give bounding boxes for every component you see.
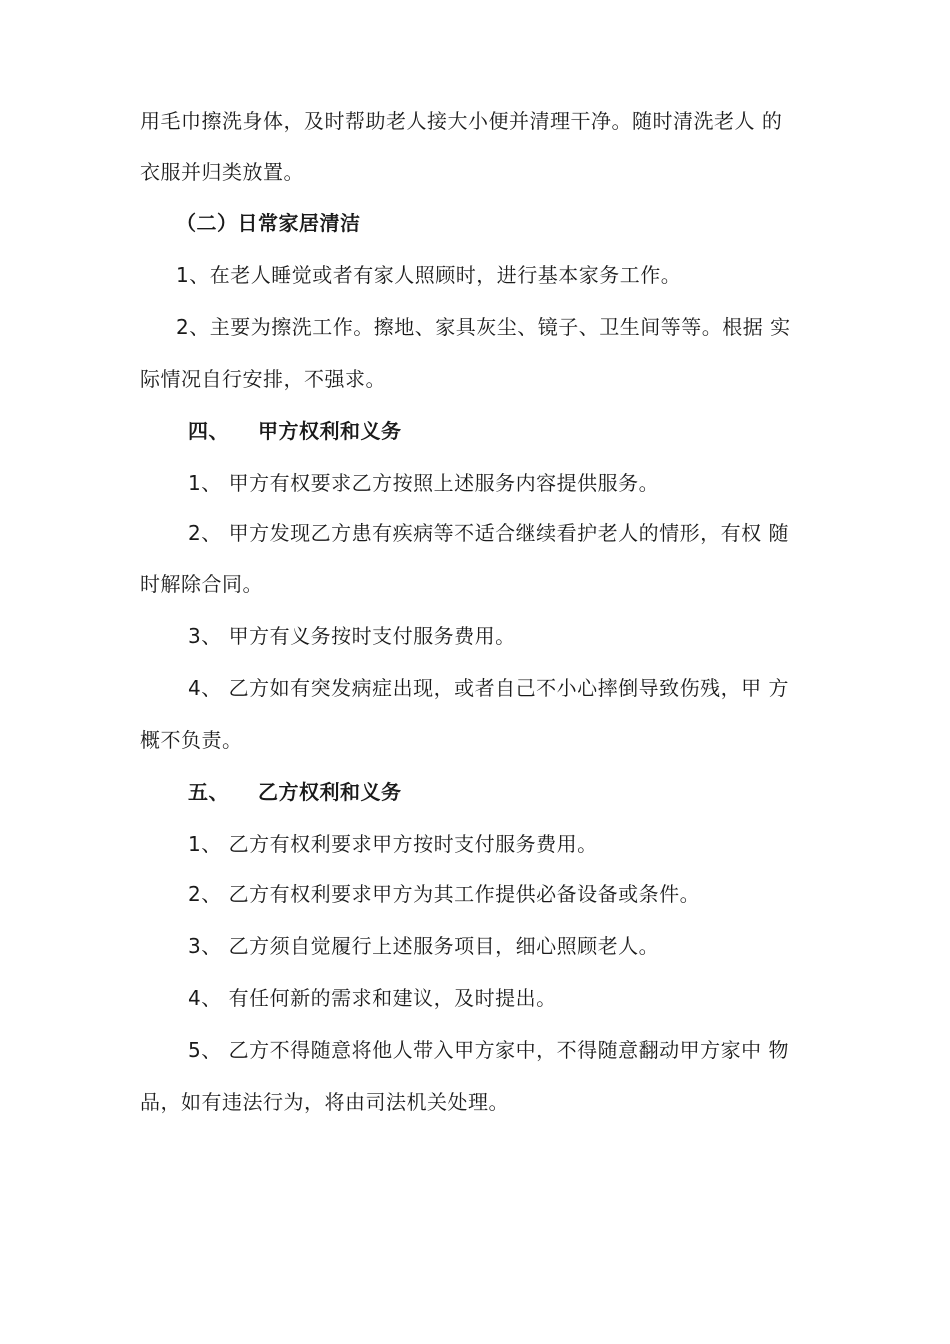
list-item: 3、 甲方有义务按时支付服务费用。 [188,624,516,648]
list-item: 4、 有任何新的需求和建议，及时提出。 [188,986,557,1010]
list-item-continuation: 时解除合同。 [140,572,263,596]
list-item: 5、 乙方不得随意将他人带入甲方家中，不得随意翻动甲方家中 物 [188,1038,789,1062]
list-item: 1、 乙方有权利要求甲方按时支付服务费用。 [188,832,598,856]
sub-heading: （二）日常家居清洁 [176,211,361,235]
list-item: 2、主要为擦洗工作。擦地、家具灰尘、镜子、卫生间等等。根据 实 [176,315,791,339]
list-item-continuation: 概不负责。 [140,728,243,752]
list-item: 4、 乙方如有突发病症出现，或者自己不小心摔倒导致伤残，甲 方 [188,676,789,700]
section-title: 乙方权利和义务 [258,780,402,804]
paragraph-line: 衣服并归类放置。 [140,160,304,184]
list-item: 2、 乙方有权利要求甲方为其工作提供必备设备或条件。 [188,882,701,906]
list-item: 3、 乙方须自觉履行上述服务项目，细心照顾老人。 [188,934,660,958]
section-title: 甲方权利和义务 [258,419,402,443]
list-item: 1、在老人睡觉或者有家人照顾时，进行基本家务工作。 [176,263,682,287]
section-heading [188,418,402,444]
section-number: 五、 [188,780,229,804]
section-number: 四、 [188,419,229,443]
list-item: 2、 甲方发现乙方患有疾病等不适合继续看护老人的情形，有权 随 [188,521,789,545]
paragraph-line: 用毛巾擦洗身体，及时帮助老人接大小便并清理干净。随时清洗老人 的 [140,109,783,133]
list-item: 1、 甲方有权要求乙方按照上述服务内容提供服务。 [188,471,660,495]
section-heading [188,779,402,805]
list-item-continuation: 品，如有违法行为，将由司法机关处理。 [140,1090,509,1114]
list-item-continuation: 际情况自行安排，不强求。 [140,367,386,391]
